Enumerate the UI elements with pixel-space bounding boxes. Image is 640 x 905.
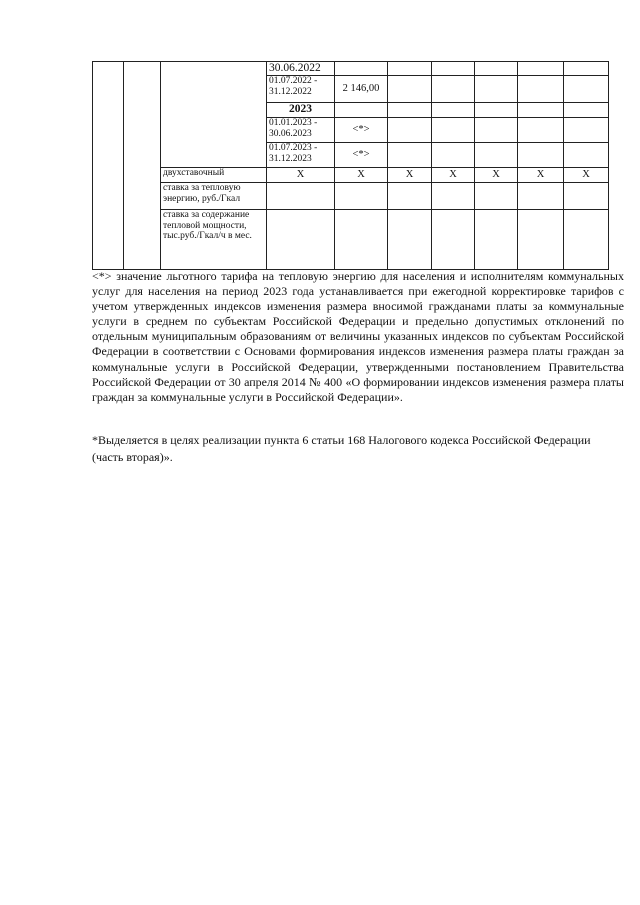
blank-cell xyxy=(161,62,267,168)
x-mark: X xyxy=(267,168,335,183)
x-mark: X xyxy=(564,168,609,183)
table-row xyxy=(93,183,609,210)
table-row xyxy=(93,168,609,183)
blank-cell xyxy=(93,62,124,270)
tax-footnote: *Выделяется в целях реализации пункта 6 статьи 168 Налогового кодекса Российской Федерации (часть вторая)». xyxy=(92,433,591,464)
tariff-value: <*> xyxy=(335,118,388,143)
row-label: ставка за тепловую энергию, руб./Гкал xyxy=(161,183,267,210)
period-cell: 30.06.2022 xyxy=(267,62,335,76)
year-cell: 2023 xyxy=(267,103,335,118)
tariff-table xyxy=(92,61,609,270)
row-label: двухставочный xyxy=(161,168,267,183)
table-row xyxy=(93,62,609,76)
period-cell: 01.01.2023 - 30.06.2023 xyxy=(267,118,335,143)
tariff-value: 2 146,00 xyxy=(335,76,388,103)
row-label: ставка за содержание тепловой мощности, тыс.руб./Гкал/ч в мес. xyxy=(161,210,267,270)
x-mark: X xyxy=(518,168,564,183)
x-mark: X xyxy=(388,168,432,183)
x-mark: X xyxy=(475,168,518,183)
period-cell: 01.07.2023 - 31.12.2023 xyxy=(267,143,335,168)
tariff-note: <*> значение льготного тарифа на тепловую энергию для населения и исполнителям коммунальных услуг для населения на период 2023 года устанавливается при ежегодной корректировке тарифов с учетом утвержденных индексов изменения размера вносимой гражданами платы за коммунальные услуги в среднем по субъектам Российской Федерации и предельно допустимых отклонений по отдельным муниципальным образованиям от величины указанных индексов по субъектам Российской Федерации в соответствии с Основами формирования индексов изменения размера платы граждан за коммунальные услуги в Российской Федерации, утвержденными постановлением Правительства Российской Федерации от 30 апреля 2014 № 400 «О формировании индексов изменения размера платы граждан за коммунальные услуги в Российской Федерации». xyxy=(92,269,624,404)
blank-cell xyxy=(124,62,161,270)
table-row xyxy=(93,210,609,270)
x-mark: X xyxy=(335,168,388,183)
tariff-value: <*> xyxy=(335,143,388,168)
x-mark: X xyxy=(432,168,475,183)
period-cell: 01.07.2022 - 31.12.2022 xyxy=(267,76,335,103)
